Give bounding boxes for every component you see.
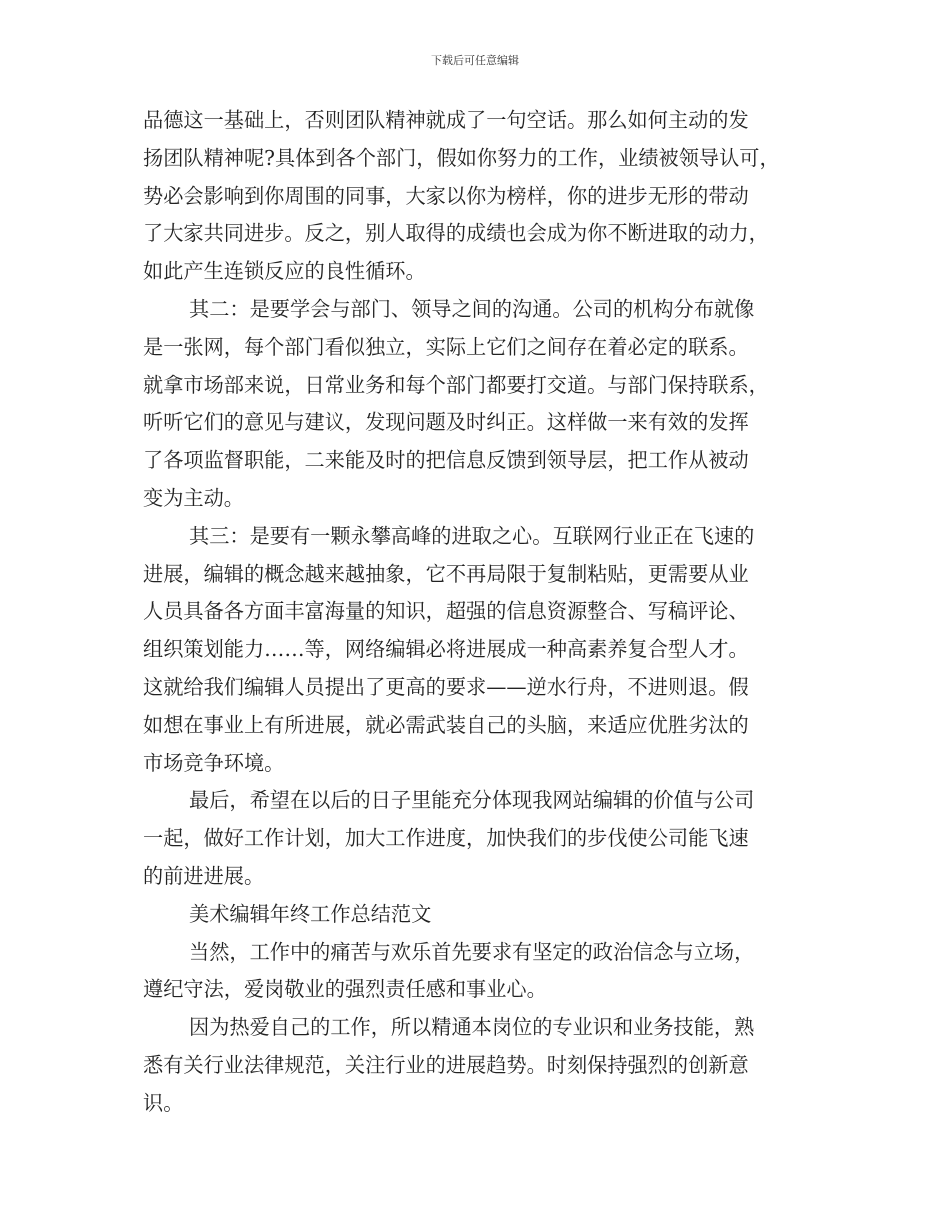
paragraph-start-line: 当然，工作中的痛苦与欢乐首先要求有坚定的政治信念与立场， bbox=[189, 939, 755, 964]
text-line: 是一张网，每个部门看似独立，实际上它们之间存在着必定的联系。 bbox=[143, 334, 749, 359]
text-line: 一起，做好工作计划，加大工作进度，加快我们的步伐使公司能飞速 bbox=[143, 826, 749, 851]
paragraph-start-line: 最后，希望在以后的日子里能充分体现我网站编辑的价值与公司 bbox=[189, 788, 755, 813]
text-line: 了各项监督职能，二来能及时的把信息反馈到领导层，把工作从被动 bbox=[143, 448, 749, 473]
text-line: 遵纪守法，爱岗敬业的强烈责任感和事业心。 bbox=[143, 977, 547, 1002]
text-line: 扬团队精神呢?具体到各个部门，假如你努力的工作，业绩被领导认可， bbox=[143, 145, 780, 170]
text-line: 了大家共同进步。反之，别人取得的成绩也会成为你不断进取的动力， bbox=[143, 221, 769, 246]
paragraph-start-line: 其三：是要有一颗永攀高峰的进取之心。互联网行业正在飞速的 bbox=[189, 523, 755, 548]
paragraph-start-line: 因为热爱自己的工作，所以精通本岗位的专业识和业务技能，熟 bbox=[189, 1015, 755, 1040]
text-line: 如此产生连锁反应的良性循环。 bbox=[143, 259, 426, 284]
text-line: 市场竞争环境。 bbox=[143, 750, 285, 775]
text-line: 悉有关行业法律规范，关注行业的进展趋势。时刻保持强烈的创新意 bbox=[143, 1052, 749, 1077]
text-line: 势必会影响到你周围的同事，大家以你为榜样，你的进步无形的带动 bbox=[143, 183, 749, 208]
text-line: 变为主动。 bbox=[143, 485, 244, 510]
document-body bbox=[143, 102, 803, 1123]
text-line: 识。 bbox=[143, 1090, 184, 1115]
text-line: 品德这一基础上，否则团队精神就成了一句空话。那么如何主动的发 bbox=[143, 108, 749, 132]
paragraph-start-line: 其二：是要学会与部门、领导之间的沟通。公司的机构分布就像 bbox=[189, 296, 755, 321]
text-line: 听听它们的意见与建议，发现问题及时纠正。这样做一来有效的发挥 bbox=[143, 410, 749, 435]
text-line: 的前进进展。 bbox=[143, 863, 265, 888]
text-line: 如想在事业上有所进展，就必需武装自己的头脑，来适应优胜劣汰的 bbox=[143, 712, 749, 737]
text-line: 这就给我们编辑人员提出了更高的要求——逆水行舟，不进则退。假 bbox=[143, 674, 749, 699]
text-line: 人员具备各方面丰富海量的知识，超强的信息资源整合、写稿评论、 bbox=[143, 599, 749, 624]
text-line: 组织策划能力……等，网络编辑必将进展成一种高素养复合型人才。 bbox=[143, 637, 749, 662]
section-title: 美术编辑年终工作总结范文 bbox=[189, 901, 432, 926]
page-header: 下载后可任意编辑 bbox=[431, 54, 519, 67]
text-line: 进展，编辑的概念越来越抽象，它不再局限于复制粘贴，更需要从业 bbox=[143, 561, 749, 586]
text-line: 就拿市场部来说，日常业务和每个部门都要打交道。与部门保持联系， bbox=[143, 372, 769, 397]
